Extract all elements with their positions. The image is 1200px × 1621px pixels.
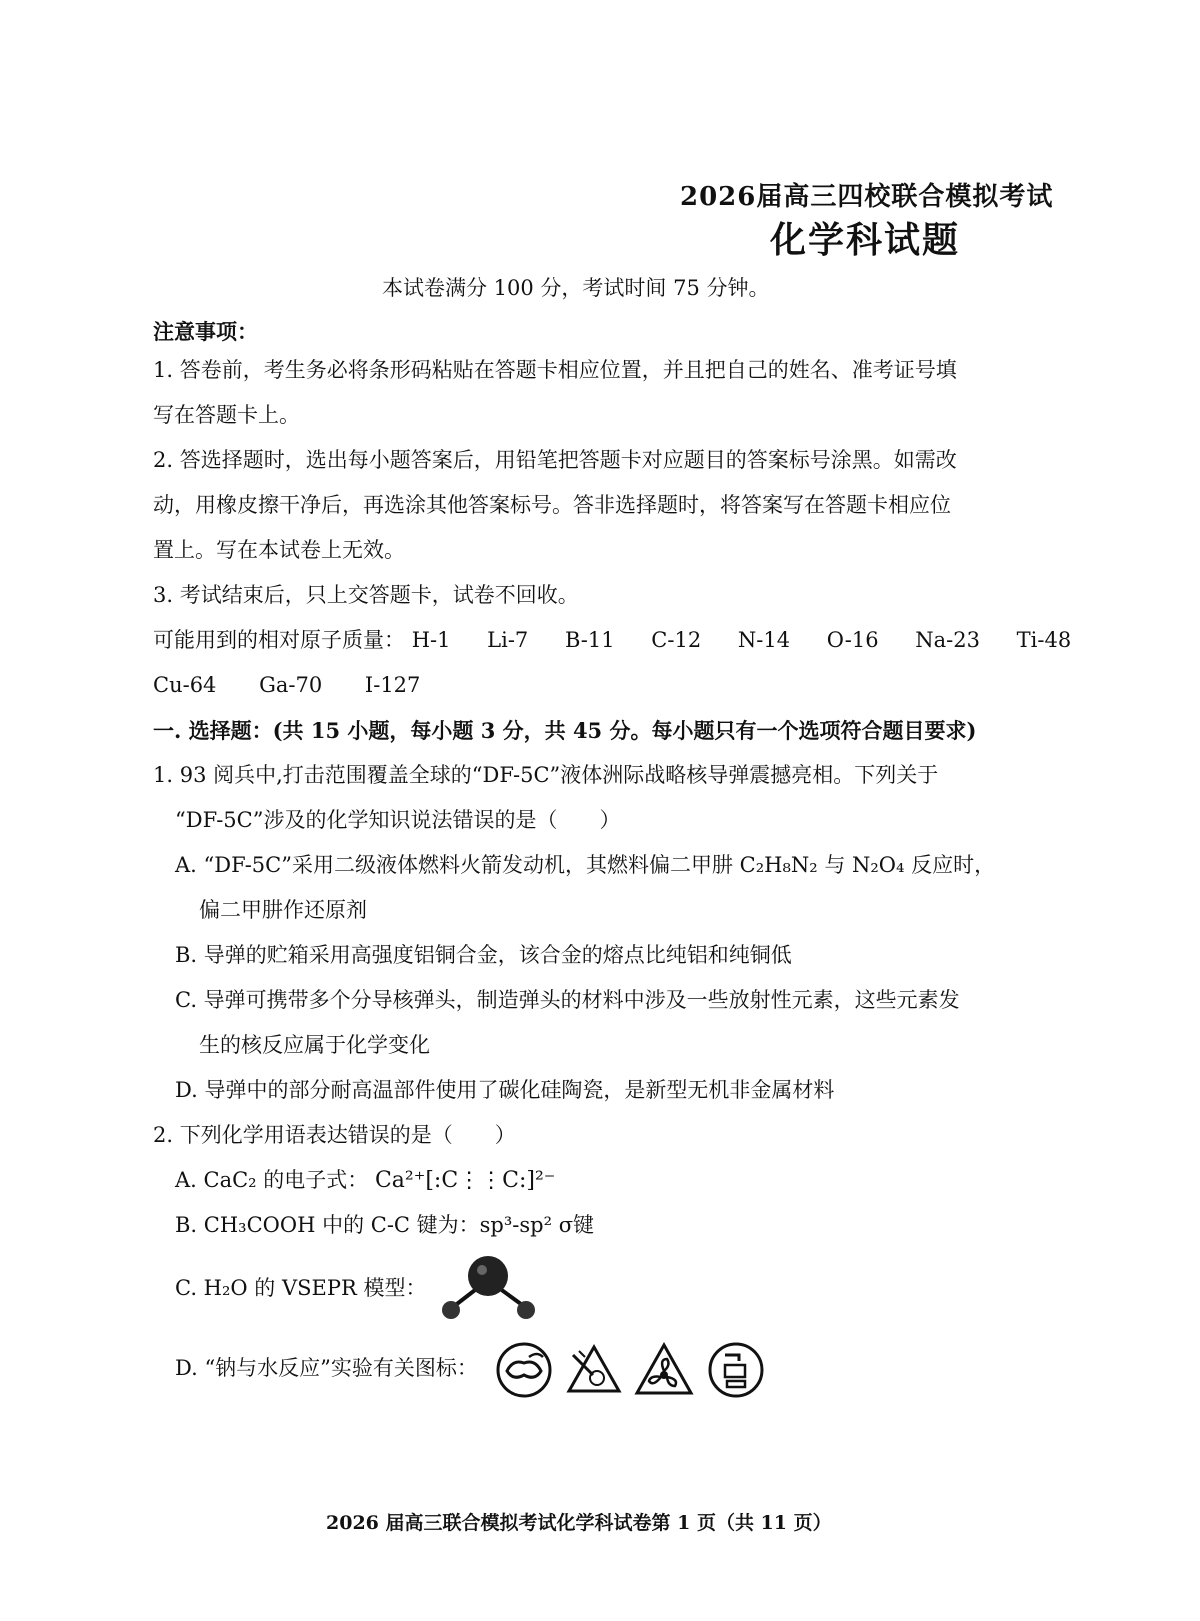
no-direct-contact-icon bbox=[565, 1341, 623, 1399]
q2-option-a-label: A. CaC₂ 的电子式： bbox=[175, 1168, 369, 1192]
notice-3-line-1: 3. 考试结束后，只上交答题卡，试卷不回收。 bbox=[153, 583, 579, 607]
goggles-icon bbox=[493, 1341, 555, 1399]
page-footer: 2026 届高三联合模拟考试化学科试卷第 1 页（共 11 页） bbox=[326, 1512, 832, 1534]
q1-option-c-line-2: 生的核反应属于化学变化 bbox=[199, 1033, 430, 1057]
q2-stem: 2. 下列化学用语表达错误的是（ ） bbox=[153, 1123, 516, 1147]
mass-li: Li-7 bbox=[487, 628, 529, 652]
h2o-vsepr-model-icon bbox=[433, 1252, 543, 1327]
mass-h: H-1 bbox=[411, 628, 451, 652]
q1-stem-line-1: 1. 93 阅兵中,打击范围覆盖全球的“DF-5C”液体洲际战略核导弹震撼亮相。下列关于 bbox=[153, 763, 939, 787]
q2-option-b: B. CH₃COOH 中的 C-C 键为：sp³-sp² σ键 bbox=[175, 1213, 595, 1237]
q1-option-d: D. 导弹中的部分耐高温部件使用了碳化硅陶瓷，是新型无机非金属材料 bbox=[175, 1078, 835, 1102]
mass-c: C-12 bbox=[651, 628, 702, 652]
subject-title: 化学科试题 bbox=[770, 219, 961, 261]
notice-1-line-2: 写在答题卡上。 bbox=[153, 403, 300, 427]
q1-stem-line-2: “DF-5C”涉及的化学知识说法错误的是（ ） bbox=[175, 808, 621, 832]
mass-i: I-127 bbox=[364, 673, 421, 697]
notice-heading: 注意事项： bbox=[153, 319, 258, 344]
exam-title: 2026届高三四校联合模拟考试 bbox=[680, 182, 1054, 212]
section-1-heading: 一. 选择题：(共 15 小题，每小题 3 分，共 45 分。每小题只有一个选项符合题目要求) bbox=[153, 718, 977, 743]
notice-2-line-2: 动，用橡皮擦干净后，再选涂其他答案标号。答非选择题时，将答案写在答题卡相应位 bbox=[153, 493, 951, 517]
mass-b: B-11 bbox=[564, 628, 615, 652]
q2-option-a bbox=[153, 1158, 1043, 1203]
mass-ti: Ti-48 bbox=[1016, 628, 1072, 652]
q1-option-c-line-1: C. 导弹可携带多个分导核弹头，制造弹头的材料中涉及一些放射性元素，这些元素发 bbox=[175, 988, 960, 1012]
wash-hands-icon bbox=[705, 1341, 767, 1399]
notice-list bbox=[153, 348, 1072, 1408]
notice-2-line-1: 2. 答选择题时，选出每小题答案后，用铅笔把答题卡对应题目的答案标号涂黑。如需改 bbox=[153, 448, 957, 472]
q1-option-b: B. 导弹的贮箱采用高强度铝铜合金，该合金的熔点比纯铝和纯铜低 bbox=[175, 943, 792, 967]
safety-icons bbox=[493, 1341, 767, 1399]
q1-option-a-line-2: 偏二甲肼作还原剂 bbox=[199, 898, 367, 922]
mass-o: O-16 bbox=[826, 628, 879, 652]
fan-ventilation-icon bbox=[633, 1341, 695, 1399]
q2-option-c bbox=[153, 1248, 1043, 1328]
mass-na: Na-23 bbox=[915, 628, 980, 652]
q2-option-d-label: D. “钠与水反应”实验有关图标： bbox=[175, 1356, 478, 1380]
exam-intro: 本试卷满分 100 分，考试时间 75 分钟。 bbox=[382, 276, 770, 300]
atomic-mass-label: 可能用到的相对原子质量： bbox=[153, 628, 405, 652]
q2-option-c-label: C. H₂O 的 VSEPR 模型： bbox=[175, 1276, 427, 1300]
q2-option-d bbox=[153, 1328, 1043, 1408]
notice-2-line-3: 置上。写在本试卷上无效。 bbox=[153, 538, 405, 562]
cac2-electron-formula: Ca²⁺[:C⋮⋮C:]²⁻ bbox=[374, 1168, 556, 1193]
notice-1-line-1: 1. 答卷前，考生务必将条形码粘贴在答题卡相应位置，并且把自己的姓名、准考证号填 bbox=[153, 358, 957, 382]
q1-option-a-line-1: A. “DF-5C”采用二级液体燃料火箭发动机，其燃料偏二甲肼 C₂H₈N₂ 与 N₂O₄ 反应时， bbox=[175, 853, 996, 877]
mass-n: N-14 bbox=[737, 628, 791, 652]
mass-cu: Cu-64 bbox=[153, 673, 217, 697]
atomic-mass-row-1 bbox=[153, 618, 1072, 663]
mass-ga: Ga-70 bbox=[259, 673, 323, 697]
atomic-mass-row-2 bbox=[153, 663, 1043, 708]
